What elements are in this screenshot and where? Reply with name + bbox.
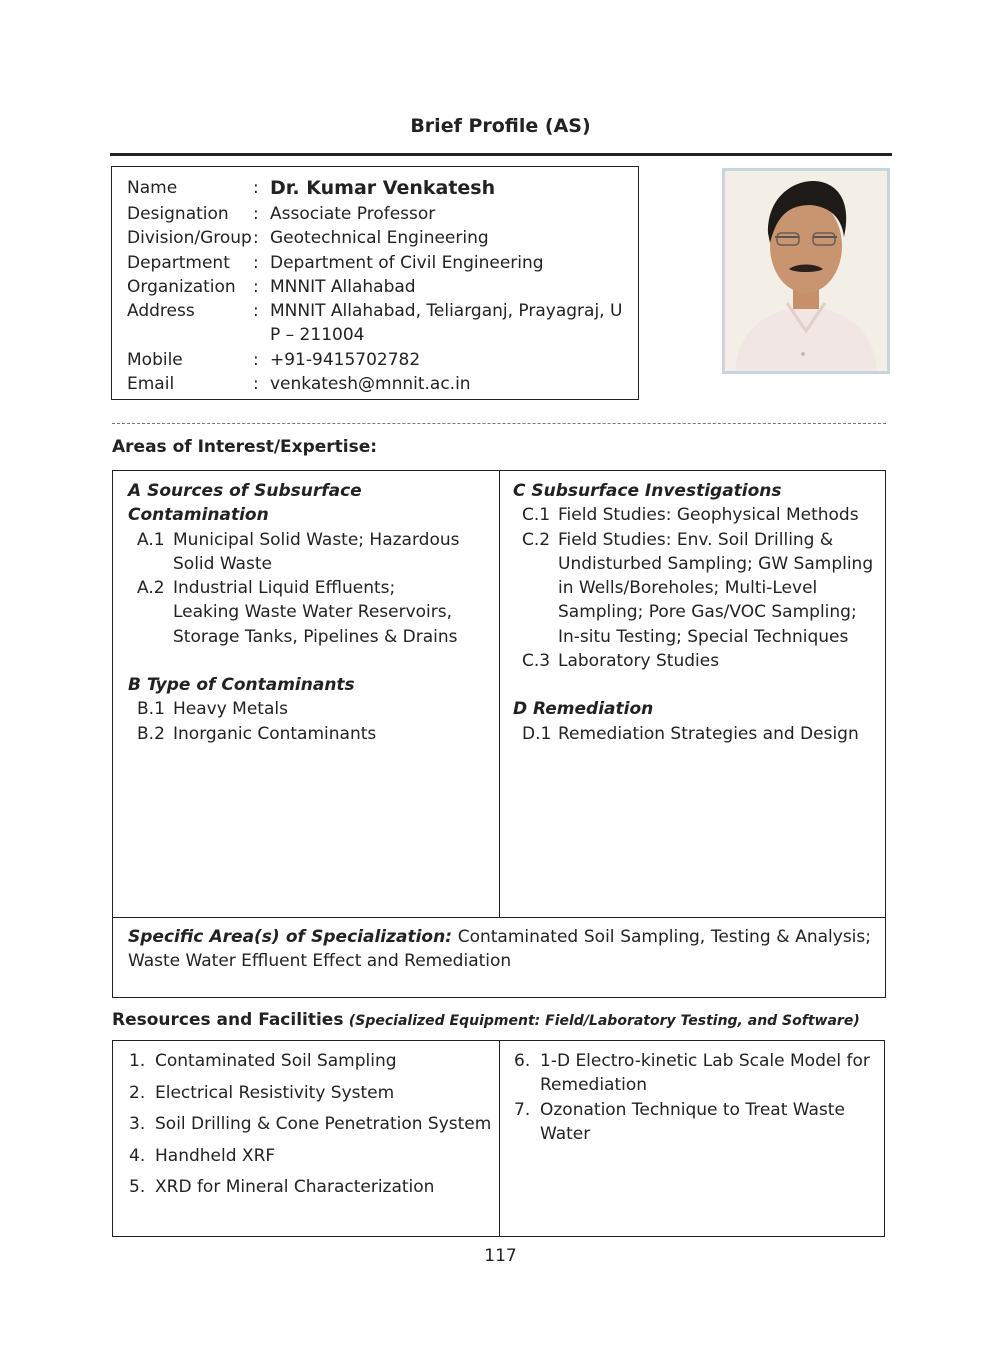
item-number: 1.	[129, 1051, 146, 1071]
item-text: 1-D Electro-kinetic Lab Scale Model for Remediation	[540, 1051, 870, 1095]
list-item	[127, 1175, 492, 1199]
list-item	[127, 1144, 492, 1168]
list-item	[513, 722, 878, 746]
info-label: Address	[127, 301, 195, 321]
list-item	[513, 649, 878, 673]
item-code: A.2	[137, 578, 165, 599]
item-text: Remediation Strategies and Design	[558, 723, 859, 744]
item-text: Ozonation Technique to Treat Waste Water	[540, 1100, 845, 1144]
column-divider	[499, 471, 500, 917]
interests-left-column	[128, 479, 488, 746]
info-colon: :	[253, 178, 259, 198]
item-text: Soil Drilling & Cone Penetration System	[155, 1114, 492, 1134]
list-item	[128, 722, 488, 746]
info-colon: :	[253, 204, 259, 224]
item-text: XRD for Mineral Characterization	[155, 1177, 435, 1197]
item-number: 5.	[129, 1177, 146, 1197]
info-colon: :	[253, 350, 259, 370]
info-value-name: Dr. Kumar Venkatesh	[270, 177, 496, 199]
list-item	[127, 1081, 492, 1105]
info-label: Department	[127, 253, 230, 273]
item-number: 6.	[514, 1051, 531, 1071]
resources-subheading: (Specialized Equipment: Field/Laboratory Testing, and Software)	[348, 1013, 860, 1029]
resources-table	[112, 1040, 885, 1237]
item-code: A.1	[137, 529, 165, 550]
item-number: 2.	[129, 1082, 146, 1103]
info-label: Name	[127, 178, 178, 198]
category-title: B Type of Contaminants	[128, 675, 355, 696]
item-code: D.1	[522, 723, 552, 744]
item-text: Field Studies: Env. Soil Drilling & Undisturbed Sampling; GW Sampling in Wells/Boreholes; Multi-Level Sampling; Pore Gas/VOC Sampling; In-situ Testing; Special Techniques	[558, 529, 874, 647]
list-item	[128, 576, 488, 649]
item-text: Industrial Liquid Effluents; Leaking Waste Water Reservoirs, Storage Tanks, Pipelines & Drains	[173, 578, 458, 647]
info-label: Organization	[127, 277, 236, 297]
item-code: C.1	[522, 505, 551, 526]
profile-info-box	[111, 166, 639, 400]
info-colon: :	[253, 301, 259, 321]
info-value: Associate Professor	[270, 204, 436, 224]
interests-table	[112, 470, 886, 998]
specialization-text: Contaminated Soil Sampling, Testing & Analysis; Waste Water Effluent Effect and Remediation	[128, 927, 871, 971]
item-code: C.3	[522, 651, 551, 672]
resources-left-column	[127, 1049, 492, 1207]
info-label: Division/Group	[127, 228, 252, 248]
resources-heading: Resources and Facilities	[112, 1010, 344, 1030]
list-item	[128, 528, 488, 577]
item-text: Contaminated Soil Sampling	[155, 1051, 397, 1071]
resources-right-column	[512, 1049, 872, 1147]
list-item	[513, 503, 878, 527]
section-separator	[112, 423, 886, 424]
page-number: 117	[484, 1246, 517, 1266]
info-colon: :	[253, 253, 259, 273]
specialization-label: Specific Area(s) of Specialization:	[128, 927, 453, 947]
list-item	[127, 1049, 492, 1073]
info-colon: :	[253, 228, 259, 248]
info-value: MNNIT Allahabad	[270, 277, 416, 297]
column-divider	[499, 1041, 500, 1236]
info-value: Department of Civil Engineering	[270, 253, 544, 273]
item-text: Inorganic Contaminants	[173, 723, 377, 744]
portrait-illustration	[725, 171, 887, 371]
item-text: Heavy Metals	[173, 699, 288, 720]
item-text: Laboratory Studies	[558, 651, 720, 672]
resources-heading-line	[112, 1010, 860, 1030]
item-number: 7.	[514, 1100, 531, 1120]
info-label: Designation	[127, 204, 229, 224]
profile-photo	[722, 168, 890, 374]
interests-heading: Areas of Interest/Expertise:	[112, 437, 378, 457]
info-colon: :	[253, 277, 259, 297]
item-code: C.2	[522, 529, 551, 550]
list-item	[512, 1049, 872, 1097]
info-colon: :	[253, 374, 259, 394]
info-label: Email	[127, 374, 175, 394]
item-text: Handheld XRF	[155, 1145, 276, 1166]
item-text: Field Studies: Geophysical Methods	[558, 505, 859, 526]
info-value-address: MNNIT Allahabad, Teliarganj, Prayagraj, U P – 211004	[270, 301, 623, 345]
list-item	[513, 528, 878, 649]
info-value-email: venkatesh@mnnit.ac.in	[270, 374, 471, 394]
info-value: Geotechnical Engineering	[270, 228, 489, 248]
list-item	[128, 697, 488, 721]
item-text: Electrical Resistivity System	[155, 1082, 395, 1103]
row-divider	[113, 917, 885, 918]
interests-right-column	[513, 479, 878, 746]
item-code: B.2	[137, 723, 165, 744]
item-number: 3.	[129, 1114, 146, 1134]
info-label: Mobile	[127, 350, 183, 370]
list-item	[512, 1098, 872, 1146]
page-title: Brief Profile (AS)	[410, 115, 591, 137]
title-rule	[110, 153, 892, 156]
item-code: B.1	[137, 699, 165, 720]
category-title: D Remediation	[513, 699, 654, 720]
item-text: Municipal Solid Waste; Hazardous Solid Waste	[173, 529, 460, 574]
info-value: +91-9415702782	[270, 350, 421, 370]
list-item	[127, 1112, 492, 1136]
category-title: C Subsurface Investigations	[513, 481, 782, 501]
specialization-paragraph	[128, 925, 871, 973]
item-number: 4.	[129, 1145, 146, 1166]
category-title: A Sources of Subsurface Contamination	[128, 481, 362, 526]
